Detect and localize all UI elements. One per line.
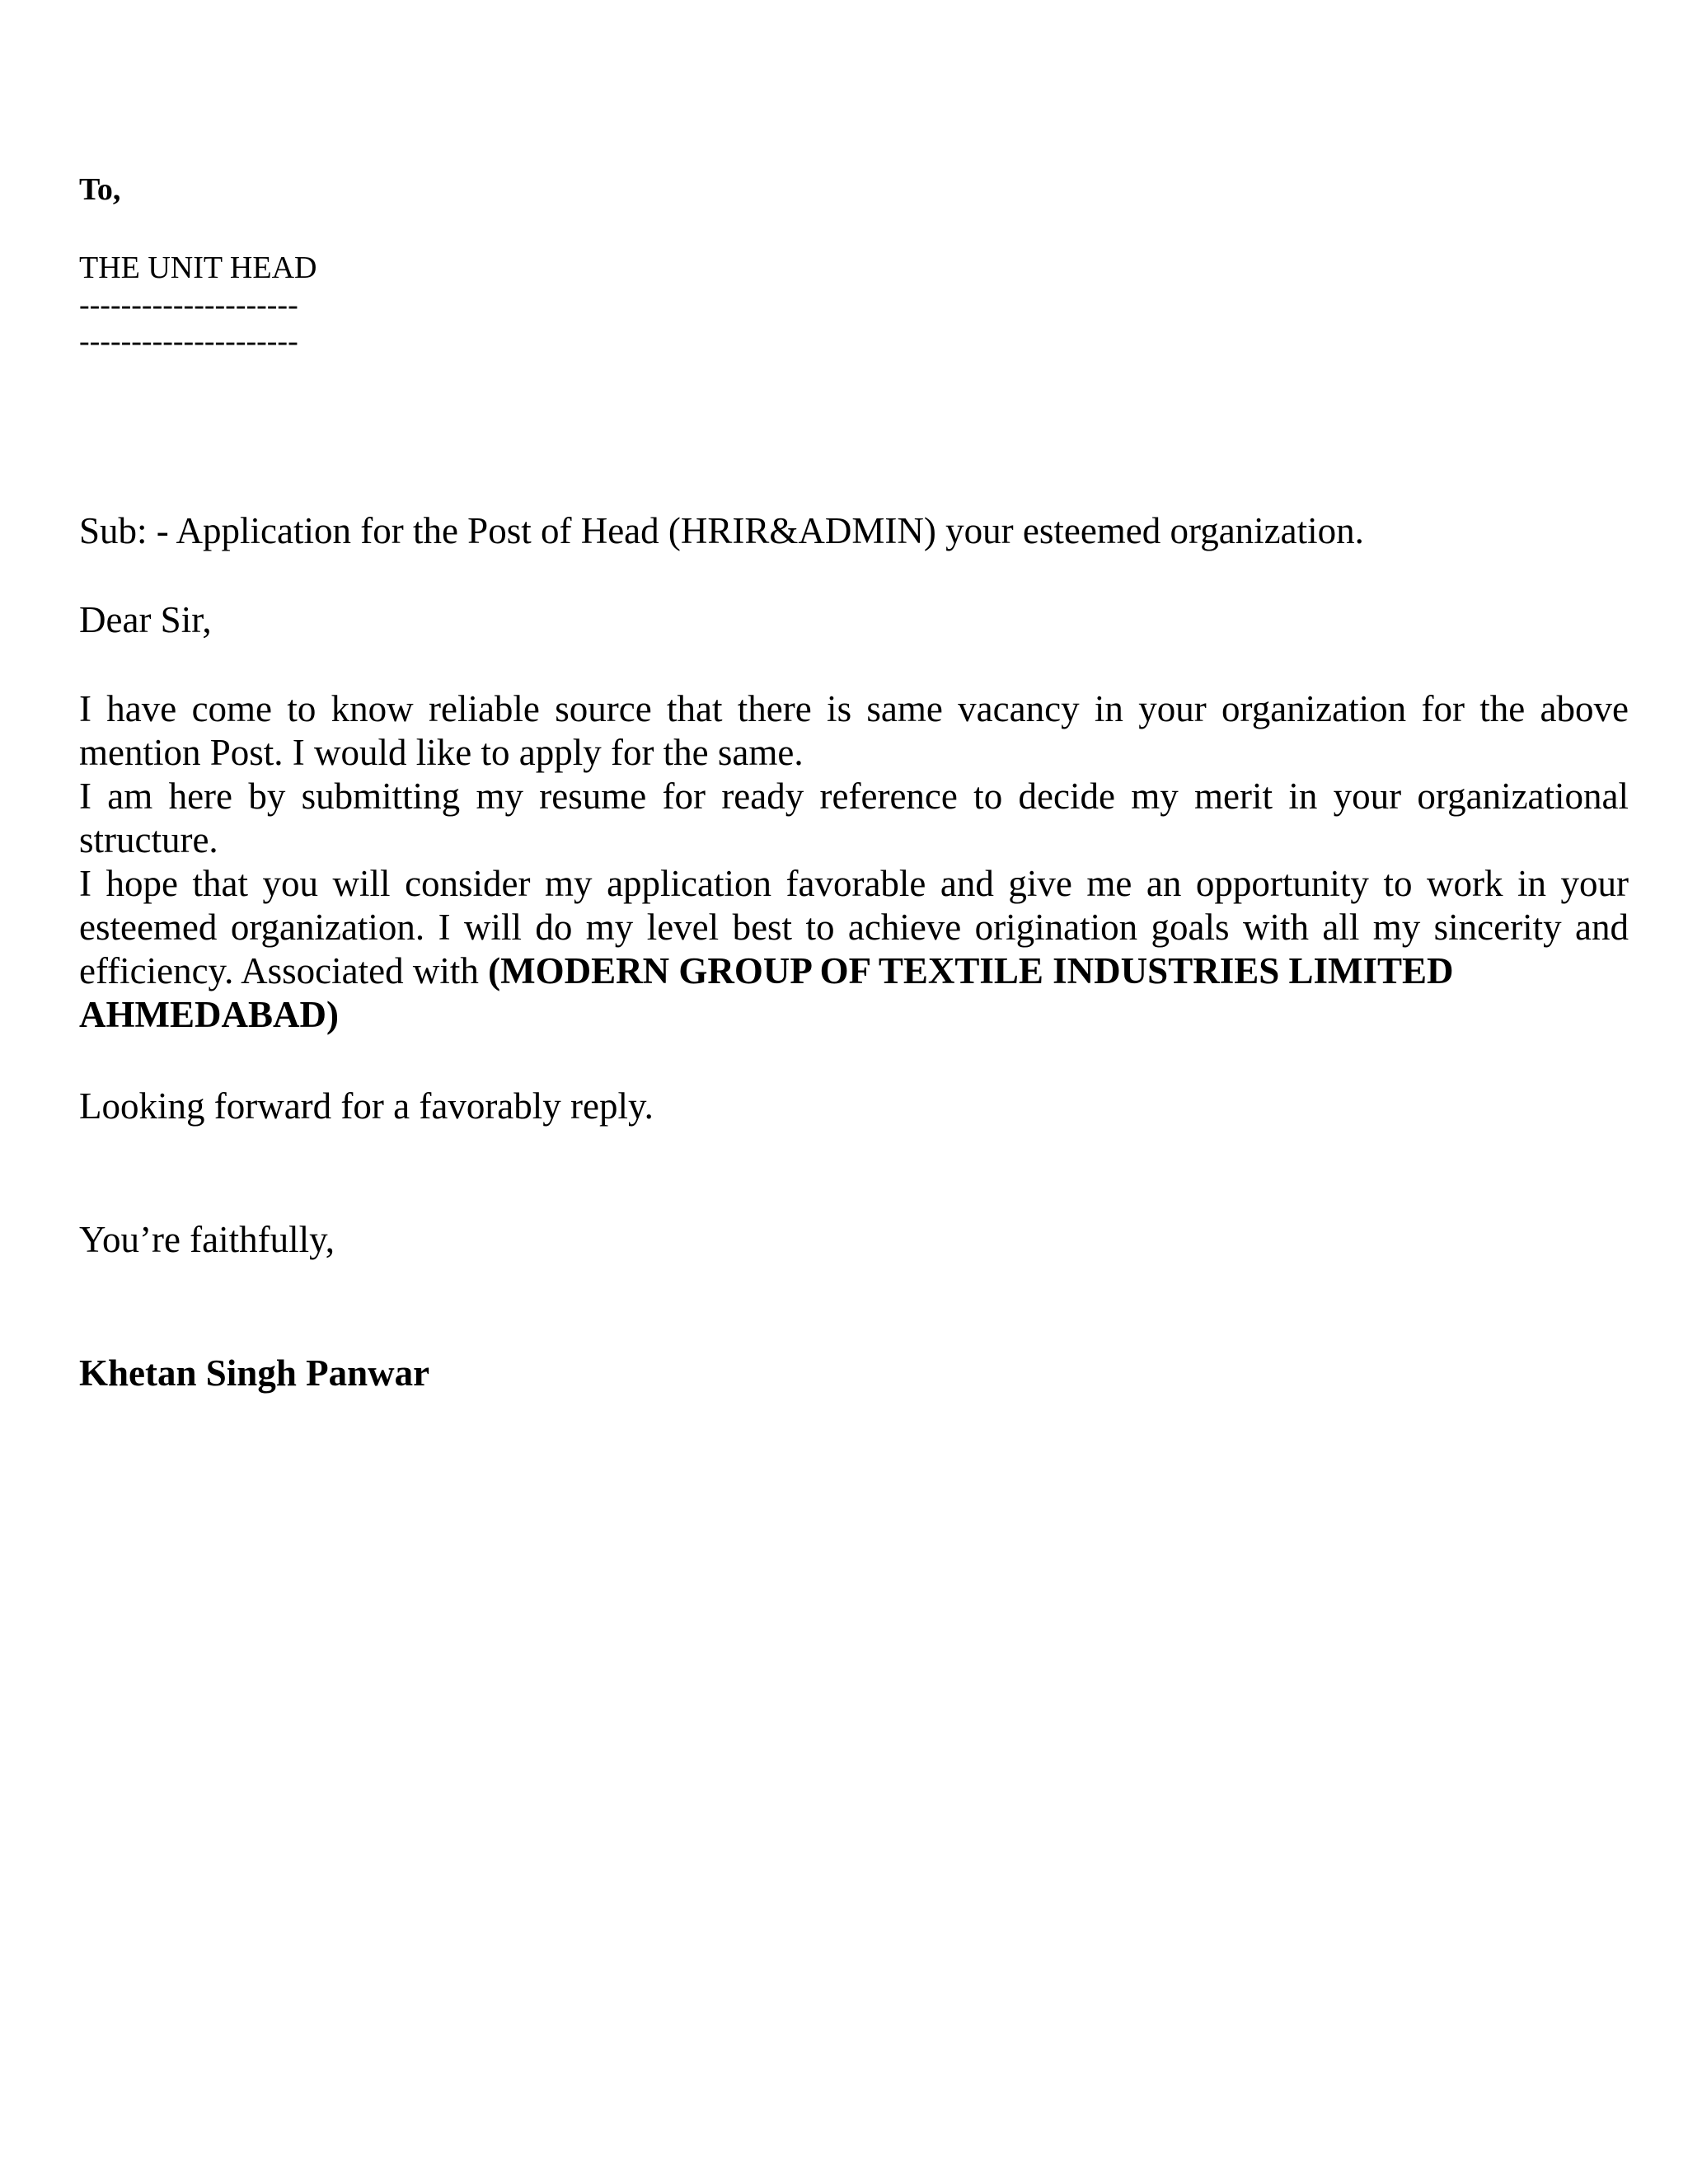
address-line-2: --------------------- bbox=[79, 324, 298, 359]
signature-name: Khetan Singh Panwar bbox=[79, 1352, 430, 1394]
signoff: You’re faithfully, bbox=[79, 1219, 335, 1260]
closing-line: Looking forward for a favorably reply. bbox=[79, 1085, 654, 1127]
recipient-to: To, bbox=[79, 172, 121, 207]
body-line-text: efficiency. Associated with bbox=[79, 950, 489, 991]
subject-line: Sub: - Application for the Post of Head (HRIR&ADMIN) your esteemed organization. bbox=[79, 510, 1364, 551]
body-line: I am here by submitting my resume for ready reference to decide my merit in your organizational bbox=[79, 776, 1629, 817]
letter-body bbox=[79, 687, 1629, 1037]
body-line: mention Post. I would like to apply for the same. bbox=[79, 732, 804, 773]
body-line: I hope that you will consider my application favorable and give me an opportunity to work in your bbox=[79, 863, 1629, 904]
body-line: structure. bbox=[79, 819, 218, 860]
body-line: esteemed organization. I will do my level best to achieve origination goals with all my sincerity and bbox=[79, 907, 1629, 948]
company-name: (MODERN GROUP OF TEXTILE INDUSTRIES LIMITED bbox=[488, 950, 1454, 991]
company-city: AHMEDABAD) bbox=[79, 994, 339, 1035]
address-line-1: --------------------- bbox=[79, 288, 298, 322]
recipient-addressee: THE UNIT HEAD bbox=[79, 251, 317, 285]
body-line-with-company bbox=[79, 949, 1629, 993]
body-line: I have come to know reliable source that there is same vacancy in your organization for the above bbox=[79, 688, 1629, 729]
salutation: Dear Sir, bbox=[79, 599, 212, 640]
